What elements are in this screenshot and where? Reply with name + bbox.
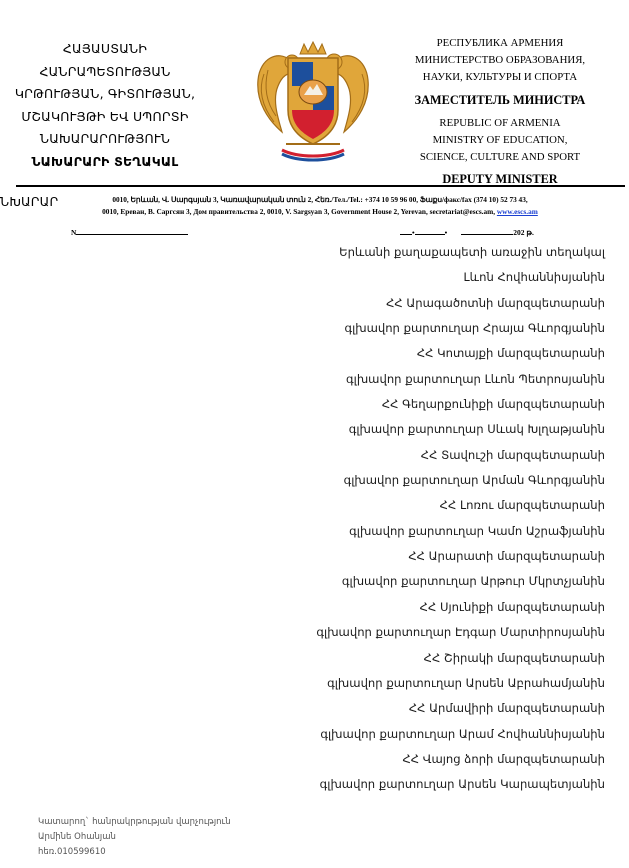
addressee-line: ՀՀ Տավուշի մարզպետարանի xyxy=(420,447,605,462)
header-cut-word: ՆԽԱՐԱՐ xyxy=(0,194,59,209)
addressee-list xyxy=(185,240,605,798)
addressee-line: գլխավոր քարտուղար Լևոն Պետրոսյանին xyxy=(346,371,605,386)
addressee-line: ՀՀ Լոռու մարզպետարանի xyxy=(439,498,605,513)
header-russian-line: МИНИСТЕРСТВО ОБРАЗОВАНИЯ, xyxy=(414,54,586,66)
website-link[interactable]: www.escs.am xyxy=(496,207,538,216)
date-year-line xyxy=(461,234,513,235)
date-year-suffix: 202 թ. xyxy=(513,228,534,237)
executor-footer xyxy=(38,815,231,860)
address-line-2 xyxy=(40,206,600,218)
addressee-line: գլխավոր քարտուղար Արսեն Կարապետյանին xyxy=(319,777,605,792)
addressee-line: գլխավոր քարտուղար Արամ Հովհաննիսյանին xyxy=(320,726,605,741)
address-line: 0010, Երևան, Վ. Սարգսյան 3, Կառավարական տուն 2, Հեռ./Тел./Tel.: +374 10 59 96 00, Ֆաքս/факс/fax (374 10) 52 73 43, xyxy=(112,195,528,204)
addressee-line: գլխավոր քարտուղար Արսեն Աբրահամյանին xyxy=(327,675,605,690)
header-english-line: SCIENCE, CULTURE AND SPORT xyxy=(419,151,581,163)
header-russian-line: РЕСПУБЛИКА АРМЕНИЯ xyxy=(436,37,564,49)
header-english-line: MINISTRY OF EDUCATION, xyxy=(432,134,568,146)
addressee-line: Երևանի քաղաքապետի առաջին տեղակալ xyxy=(339,245,605,259)
header-english-line: REPUBLIC OF ARMENIA xyxy=(439,117,561,129)
addressee-line: ՀՀ Արագածոտնի մարզպետարանի xyxy=(386,295,605,310)
reference-number-line xyxy=(76,234,188,235)
header-russian-english xyxy=(400,35,600,190)
address-block xyxy=(40,194,600,218)
addressee-line: ՀՀ Սյունիքի մարզպետարանի xyxy=(419,599,605,614)
reference-number xyxy=(71,228,188,237)
reference-number-prefix: N xyxy=(71,228,77,237)
header-armenian-line: ՄՇԱԿՈՒՅԹԻ ԵՎ ՍՊՈՐՏԻ xyxy=(21,108,189,124)
reference-date: • • 202 թ. xyxy=(400,228,534,237)
addressee-line: գլխավոր քարտուղար Հրայա Գևորգյանին xyxy=(344,321,605,336)
addressee-line: ՀՀ Վայոց ձորի մարզպետարանի xyxy=(402,751,605,766)
address-text: 0010, Ереван, В. Саргсян 3, Дом правительства 2, 0010, V. Sargsyan 3, Government House 2, Yerevan, secretariat@escs.am, xyxy=(102,207,496,216)
addressee-line: ՀՀ Գեղարքունիքի մարզպետարանի xyxy=(381,397,605,412)
addressee-line: գլխավոր քարտուղար Արման Գևորգյանին xyxy=(343,473,605,488)
addressee-line: ՀՀ Արմավիրի մարզպետարանի xyxy=(408,701,605,716)
footer-line: Արմինե Օհանյան xyxy=(38,832,116,842)
header-russian-title: ЗАМЕСТИТЕЛЬ МИНИСТРА xyxy=(414,93,586,107)
date-day-line xyxy=(400,234,412,235)
footer-line: Կատարող` հանրակրթության վարչություն xyxy=(38,817,231,827)
addressee-line: գլխավոր քարտուղար Էդգար Մարտիրոսյանին xyxy=(316,625,605,640)
addressee-line: գլխավոր քարտուղար Սևակ Խլղաթյանին xyxy=(348,422,605,437)
header-english-title: DEPUTY MINISTER xyxy=(442,172,558,186)
armenia-coat-of-arms-icon xyxy=(248,40,378,165)
addressee-line: Լևոն Հովհաննիսյանին xyxy=(463,270,605,285)
header-armenian-title: ՆԱԽԱՐԱՐԻ ՏԵՂԱԿԱԼ xyxy=(31,153,179,169)
addressee-line: ՀՀ Շիրակի մարզպետարանի xyxy=(423,650,605,665)
header-russian-line: НАУКИ, КУЛЬТУРЫ И СПОРТА xyxy=(422,71,578,83)
addressee-line: գլխավոր քարտուղար Արթուր Մկրտչյանին xyxy=(341,574,605,589)
header-armenian-line: ՀԱՅԱՍՏԱՆԻ ՀԱՆՐԱՊԵՏՈՒԹՅԱՆ xyxy=(39,41,171,79)
header-armenian-line: ԿՐԹՈՒԹՅԱՆ, ԳԻՏՈՒԹՅԱՆ, xyxy=(14,86,196,101)
header-armenian xyxy=(0,38,210,173)
header-armenian-line: ՆԱԽԱՐԱՐՈՒԹՅՈՒՆ xyxy=(39,131,171,146)
header-divider xyxy=(16,185,625,187)
addressee-line: ՀՀ Արարատի մարզպետարանի xyxy=(408,549,605,564)
addressee-line: ՀՀ Կոտայքի մարզպետարանի xyxy=(416,346,605,361)
footer-line: հեռ.010599610 xyxy=(38,847,106,857)
addressee-line: գլխավոր քարտուղար Կամո Աշրաֆյանին xyxy=(349,523,605,538)
date-month-line xyxy=(415,234,445,235)
